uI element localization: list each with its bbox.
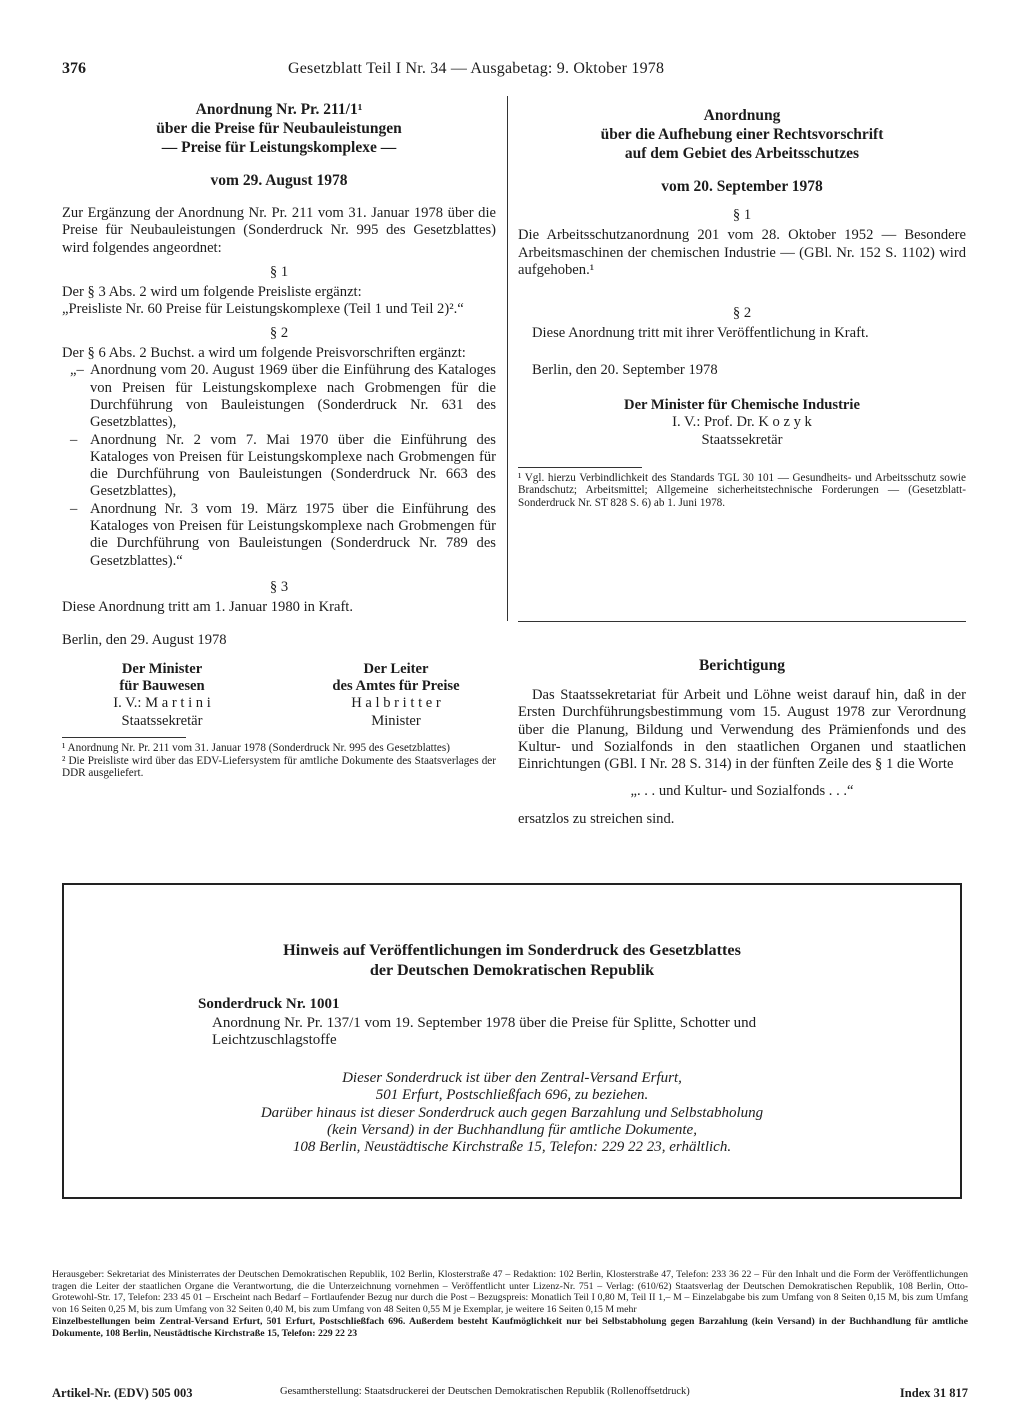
notice-italic-line: Dieser Sonderdruck ist über den Zentral-Versand Erfurt, bbox=[342, 1070, 682, 1086]
section-text: Diese Anordnung tritt am 1. Januar 1980 in Kraft. bbox=[62, 599, 354, 616]
left-column bbox=[62, 100, 496, 780]
price-list-quote: „Preisliste Nr. 60 Preise für Leistungskomplexe (Teil 1 und Teil 2)².“ bbox=[62, 301, 464, 318]
section-text: Die Arbeitsschutzanordnung 201 vom 28. Oktober 1952 — Besondere Arbeitsmaschinen der chemischen Industrie — (GBl. Nr. 152 S. 1102) wird aufgehoben.¹ bbox=[518, 227, 966, 278]
correction-text: Das Staatssekretariat für Arbeit und Löhne weist darauf hin, daß in der Ersten Durchführungsbestimmung vom 15. August 1978 zur Verordnung über die Planung, Bildung und Verwendung des Prämienfonds und des Kultur- und Sozialfonds in den staatlichen Organen und staatlichen Einrichtungen (GBl. I Nr. 28 S. 314) in der fünften Zeile des § 1 die Worte bbox=[518, 687, 966, 773]
section-divider bbox=[518, 621, 966, 622]
heading-line: über die Preise für Neubauleistungen bbox=[156, 120, 402, 137]
signer-name: I. V.: M a r t i n i bbox=[113, 695, 211, 712]
heading-line: Anordnung bbox=[703, 107, 781, 124]
signature-block bbox=[296, 661, 496, 730]
signer-name: H a l b r i t t e r bbox=[351, 695, 441, 712]
signer-title: für Bauwesen bbox=[119, 678, 205, 695]
signature-block bbox=[518, 397, 966, 449]
correction-heading: Berichtigung bbox=[698, 657, 786, 674]
footnote: ¹ Vgl. hierzu Verbindlichkeit des Standards TGL 30 101 — Gesundheits- und Arbeitsschutz sowie Brandschutz; Arbeitsmittel; Allgemeine sicherheitstechnische Forderungen — (Gesetzblatt-Sonderdruck Nr. ST 828 S. 6) ab 1. Juni 1978. bbox=[518, 471, 966, 509]
imprint-text: Herausgeber: Sekretariat des Ministerrates der Deutschen Demokratischen Republik, 102 Berlin, Klosterstraße 47 – Redaktion: 102 Berlin, Klosterstraße 47, Telefon: 233 36 22 – Für den Inhalt und die Form der Veröffentlichungen tragen die Leiter der staatlichen Organe die Verantwortung, die die Unterzeichnung vornehmen – Veröffentlicht unter Lizenz-Nr. 751 – Verlag: (610/62) Staatsverlag der Deutschen Demokratischen Republik, 108 Berlin, Otto-Grotewohl-Str. 17, Telefon: 233 45 01 – Erscheint nach Bedarf – Fortlaufender Bezug nur durch die Post – Bezugspreis: Monatlich Teil I 0,80 M, Teil II 1,– M – Einzelabgabe bis zum Umfang von 8 Seiten 0,15 M, bis zum Umfang von 16 Seiten 0,25 M, bis zum Umfang von 32 Seiten 0,40 M, bis zum Umfang von 48 Seiten 0,55 M je Exemplar, je weitere 16 Seiten 0,15 M mehr bbox=[52, 1269, 968, 1316]
section-label: § 2 bbox=[269, 324, 289, 341]
list-item bbox=[62, 432, 496, 501]
signature-block bbox=[62, 661, 262, 730]
article-number: Artikel-Nr. (EDV) 505 003 bbox=[52, 1386, 193, 1400]
column-divider bbox=[507, 96, 508, 621]
section-text: Der § 3 Abs. 2 wird um folgende Preisliste ergänzt: bbox=[62, 284, 362, 301]
signatures bbox=[62, 661, 496, 730]
imprint bbox=[52, 1269, 968, 1339]
signer-title: Der Minister für Chemische Industrie bbox=[624, 397, 860, 414]
signer-role: Staatssekretär bbox=[701, 431, 783, 448]
footnote: ² Die Preisliste wird über das EDV-Liefersystem für amtliche Dokumente des Staatsverlages der DDR ausgeliefert. bbox=[62, 754, 496, 780]
section-text: Diese Anordnung tritt mit ihrer Veröffentlichung in Kraft. bbox=[532, 325, 869, 342]
footnote: ¹ Anordnung Nr. Pr. 211 vom 31. Januar 1978 (Sonderdruck Nr. 995 des Gesetzblattes) bbox=[62, 742, 450, 755]
printer-credit: Gesamtherstellung: Staatsdruckerei der Deutschen Demokratischen Republik (Rollenoffsetdruck) bbox=[280, 1386, 690, 1397]
list-item-text: Anordnung Nr. 3 vom 19. März 1975 über die Einführung des Kataloges von Preisen für Leistungskomplexe nach Grobmengen für die Durchführung von Bauleistungen (Sonderdruck Nr. 789 des Gesetzblattes).“ bbox=[90, 500, 496, 569]
signer-name: I. V.: Prof. Dr. K o z y k bbox=[672, 414, 812, 431]
page-number: 376 bbox=[62, 60, 86, 77]
notice-italic-line: 108 Berlin, Neustädtische Kirchstraße 15, Telefon: 229 22 23, erhältlich. bbox=[292, 1139, 732, 1155]
list-dash: „– bbox=[70, 362, 84, 379]
ordinance-date: vom 20. September 1978 bbox=[661, 178, 823, 195]
section-text: Der § 6 Abs. 2 Buchst. a wird um folgende Preisvorschriften ergänzt: bbox=[62, 345, 466, 362]
section-label: § 1 bbox=[732, 207, 752, 223]
special-print-number: Sonderdruck Nr. 1001 bbox=[198, 996, 340, 1012]
running-title: Gesetzblatt Teil I Nr. 34 — Ausgabetag: 9. Oktober 1978 bbox=[288, 60, 665, 77]
signer-role: Staatssekretär bbox=[121, 712, 203, 729]
notice-italic-line: 501 Erfurt, Postschließfach 696, zu beziehen. bbox=[375, 1087, 649, 1103]
list-dash: – bbox=[70, 431, 78, 448]
ordinance-heading bbox=[62, 100, 496, 157]
special-print-description: Anordnung Nr. Pr. 137/1 vom 19. September 1978 über die Preise für Splitte, Schotter und Leichtzuschlagstoffe bbox=[212, 1015, 757, 1048]
section-label: § 1 bbox=[269, 263, 289, 280]
notice-title bbox=[64, 941, 960, 980]
place-date: Berlin, den 20. September 1978 bbox=[532, 361, 718, 378]
correction-quote: „. . . und Kultur- und Sozialfonds . . .“ bbox=[630, 783, 854, 800]
correction-notice bbox=[518, 656, 966, 828]
notice-title-line: Hinweis auf Veröffentlichungen im Sonderdruck des Gesetzblattes bbox=[283, 941, 741, 959]
special-print-notice bbox=[62, 883, 962, 1199]
imprint-orders: Einzelbestellungen beim Zentral-Versand Erfurt, 501 Erfurt, Postschließfach 696. Außerdem besteht Kaufmöglichkeit nur bei Selbstabholung gegen Barzahlung (kein Versand) in der Buchhandlung für amtliche Dokumente, 108 Berlin, Neustädtische Kirchstraße 15, Telefon: 229 22 23 bbox=[52, 1315, 968, 1339]
index-number: Index 31 817 bbox=[899, 1386, 968, 1400]
list-item bbox=[62, 362, 496, 431]
list-item-text: Anordnung Nr. 2 vom 7. Mai 1970 über die Einführung des Kataloges von Preisen für Leistungskomplexe nach Grobmengen für die Durchführung von Bauleistungen (Sonderdruck Nr. 663 des Gesetzblattes), bbox=[90, 431, 496, 500]
place-date: Berlin, den 29. August 1978 bbox=[62, 631, 227, 648]
signer-title: Der Leiter bbox=[363, 660, 429, 677]
heading-line: auf dem Gebiet des Arbeitsschutzes bbox=[624, 145, 860, 162]
section-label: § 2 bbox=[732, 305, 752, 322]
signer-title: Der Minister bbox=[121, 660, 203, 677]
heading-line: über die Aufhebung einer Rechtsvorschrift bbox=[600, 126, 884, 143]
signer-role: Minister bbox=[371, 712, 421, 729]
list-item bbox=[62, 501, 496, 570]
heading-line: Anordnung Nr. Pr. 211/1¹ bbox=[195, 101, 363, 118]
notice-italic-line: Darüber hinaus ist dieser Sonderdruck auch gegen Barzahlung und Selbstabholung bbox=[260, 1105, 764, 1121]
notice-title-line: der Deutschen Demokratischen Republik bbox=[369, 960, 655, 979]
page-header bbox=[62, 60, 722, 82]
heading-line: — Preise für Leistungskomplexe — bbox=[161, 139, 397, 156]
list-dash: – bbox=[70, 500, 78, 517]
footnote-rule bbox=[62, 737, 186, 738]
notice-italic-line: (kein Versand) in der Buchhandlung für amtliche Dokumente, bbox=[327, 1122, 697, 1138]
intro-paragraph: Zur Ergänzung der Anordnung Nr. Pr. 211 vom 31. Januar 1978 über die Preise für Neubauleistungen (Sonderdruck Nr. 995 des Gesetzblattes) wird folgendes angeordnet: bbox=[62, 205, 496, 256]
list-item-text: Anordnung vom 20. August 1969 über die Einführung des Kataloges von Preisen für Leistungskomplexe nach Grobmengen für die Durchführung von Bauleistungen (Sonderdruck Nr. 631 des Gesetzblattes), bbox=[90, 362, 496, 431]
section-label: § 3 bbox=[269, 578, 289, 595]
ordinance-heading bbox=[518, 106, 966, 163]
right-column bbox=[518, 100, 966, 509]
ordinance-date: vom 29. August 1978 bbox=[210, 172, 348, 189]
signer-title: des Amtes für Preise bbox=[332, 678, 460, 695]
correction-end: ersatzlos zu streichen sind. bbox=[518, 810, 675, 827]
footnote-rule bbox=[518, 467, 642, 468]
